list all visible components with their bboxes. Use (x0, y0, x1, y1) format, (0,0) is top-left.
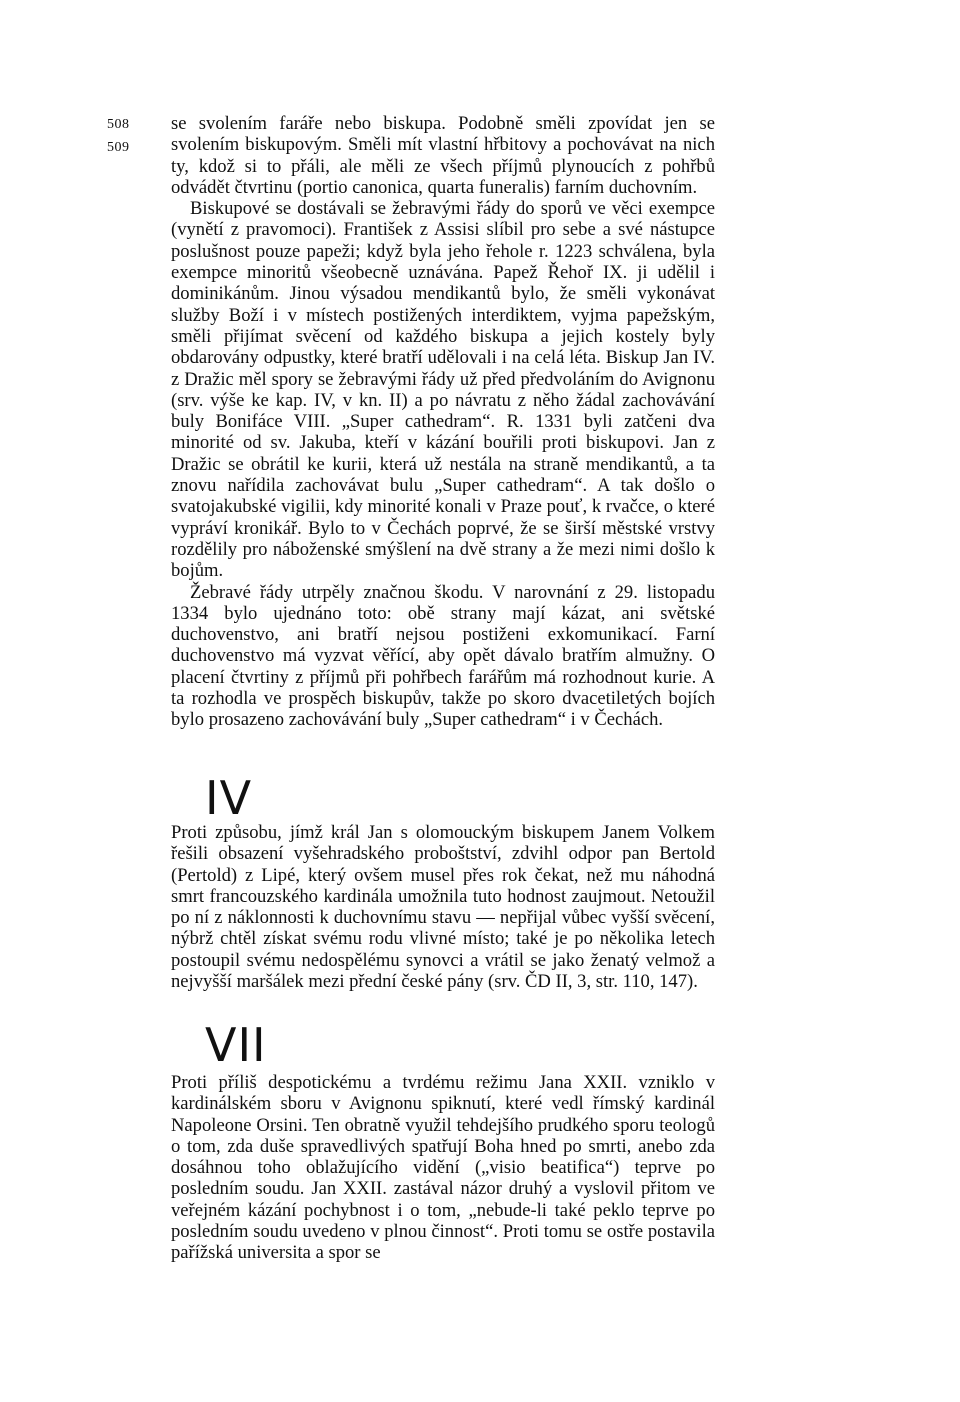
page-number: 509 (107, 140, 130, 155)
paragraph: Biskupové se dostávali se žebravými řády do sporů ve věci exempce (vynětí z pravomoci). František z Assisi slíbil pro sebe a své nástupce poslušnost pouze papeži; když byla jeho řehole r. 1223 schválena, byla exempce minoritů všeobecně uznávána. Papež Řehoř IX. ji udělil i dominikánům. Jinou výsadou mendikantů bylo, že směli vykonávat služby Boží i v místech postižených interdiktem, vyjma papežským, směli přijímat svěcení od každého biskupa a jejich kostely byly obdarovány odpustky, které bratří udělovali i na celá léta. Biskup Jan IV. z Dražic měl spory se žebravými řády už před předvoláním do Avignonu (srv. výše ke kap. IV, v kn. II) a po návratu z něho žádal zachovávání buly Bonifáce VIII. „Super cathedram“. R. 1331 byli zatčeni dva minorité od sv. Jakuba, kteří v kázání bouřili proti biskupovi. Jan z Dražic se obrátil ke kurii, která už nestála na straně mendikantů, a ta znovu nařídila zachovávat bulu „Super cathedram“. A tak došlo o svatojakubské vigilii, kdy minorité konali v Praze pouť, k rvačce, o které vypráví kronikář. Bylo to v Čechách poprvé, že se širší městské vrstvy rozdělily pro náboženské smýšlení na dvě strany a že mezi nimi došlo k bojům. (171, 198, 715, 582)
section-iv-text-block (171, 822, 715, 992)
intro-text-block (171, 113, 715, 731)
paragraph: Proti způsobu, jímž král Jan s olomouckým biskupem Janem Volkem řešili obsazení vyšehradského proboštství, zdvihl odpor pan Bertold (Pertold) z Lipé, který ovšem musel přes rok čekat, než mu náhodná smrt francouzského kardinála umožnila tuto hodnost zaujmout. Netoužil po ní z náklonnosti k duchovnímu stavu — nepřijal vůbec vyšší svěcení, nýbrž chtěl získat svému rodu vlivné místo; také je po několika letech postoupil svému nedospělému synovci a vrátil se jako ženatý velmož a nejvyšší maršálek mezi přední české pány (srv. ČD II, 3, str. 110, 147). (171, 822, 715, 993)
section-heading-iv: IV (205, 771, 253, 825)
section-vii-text-block (171, 1072, 715, 1264)
paragraph: se svolením faráře nebo biskupa. Podobně směli zpovídat jen se svolením biskupovým. Směli mít vlastní hřbitovy a pochovávat na nich ty, kdož si to přáli, ale měli ze všech příjmů plynoucích z pohřbů odvádět čtvrtinu (portio canonica, quarta funeralis) farním duchovním. (171, 113, 715, 198)
paragraph: Proti příliš despotickému a tvrdému režimu Jana XXII. vzniklo v kardinálském sboru v Avignonu spiknutí, které vedl římský kardinál Napoleone Orsini. Ten obratně využil tehdejšího prudkého sporu teologů o tom, zda duše spravedlivých spatřují Boha hned po smrti, anebo zda dosáhnou toho oblažujícího vidění („visio beatifica“) teprve po posledním soudu. Jan XXII. zastával názor druhý a vyslovil přitom ve veřejném kázání pochybnost i o tom, „nebude-li také peklo teprve po posledním soudu uvedeno v plnou činnost“. Proti tomu se ostře postavila pařížská universita a spor se (171, 1072, 715, 1264)
page-number: 508 (107, 117, 130, 132)
section-heading-vii: VII (205, 1018, 267, 1072)
paragraph: Žebravé řády utrpěly značnou škodu. V narovnání z 29. listopadu 1334 bylo ujednáno toto: obě strany mají kázat, ani světské duchovenstvo, ani bratří nejsou postiženi exkomunikací. Farní duchovenstvo má vyzvat věřící, aby opět dávalo bratřím almužny. O placení čtvrtiny z příjmů při pohřbech farářům má rozhodnout kurie. A ta rozhodla ve prospěch biskupův, takže po skoro dvacetiletých bojích bylo prosazeno zachovávání buly „Super cathedram“ i v Čechách. (171, 581, 715, 731)
margin-page-numbers (107, 113, 147, 159)
